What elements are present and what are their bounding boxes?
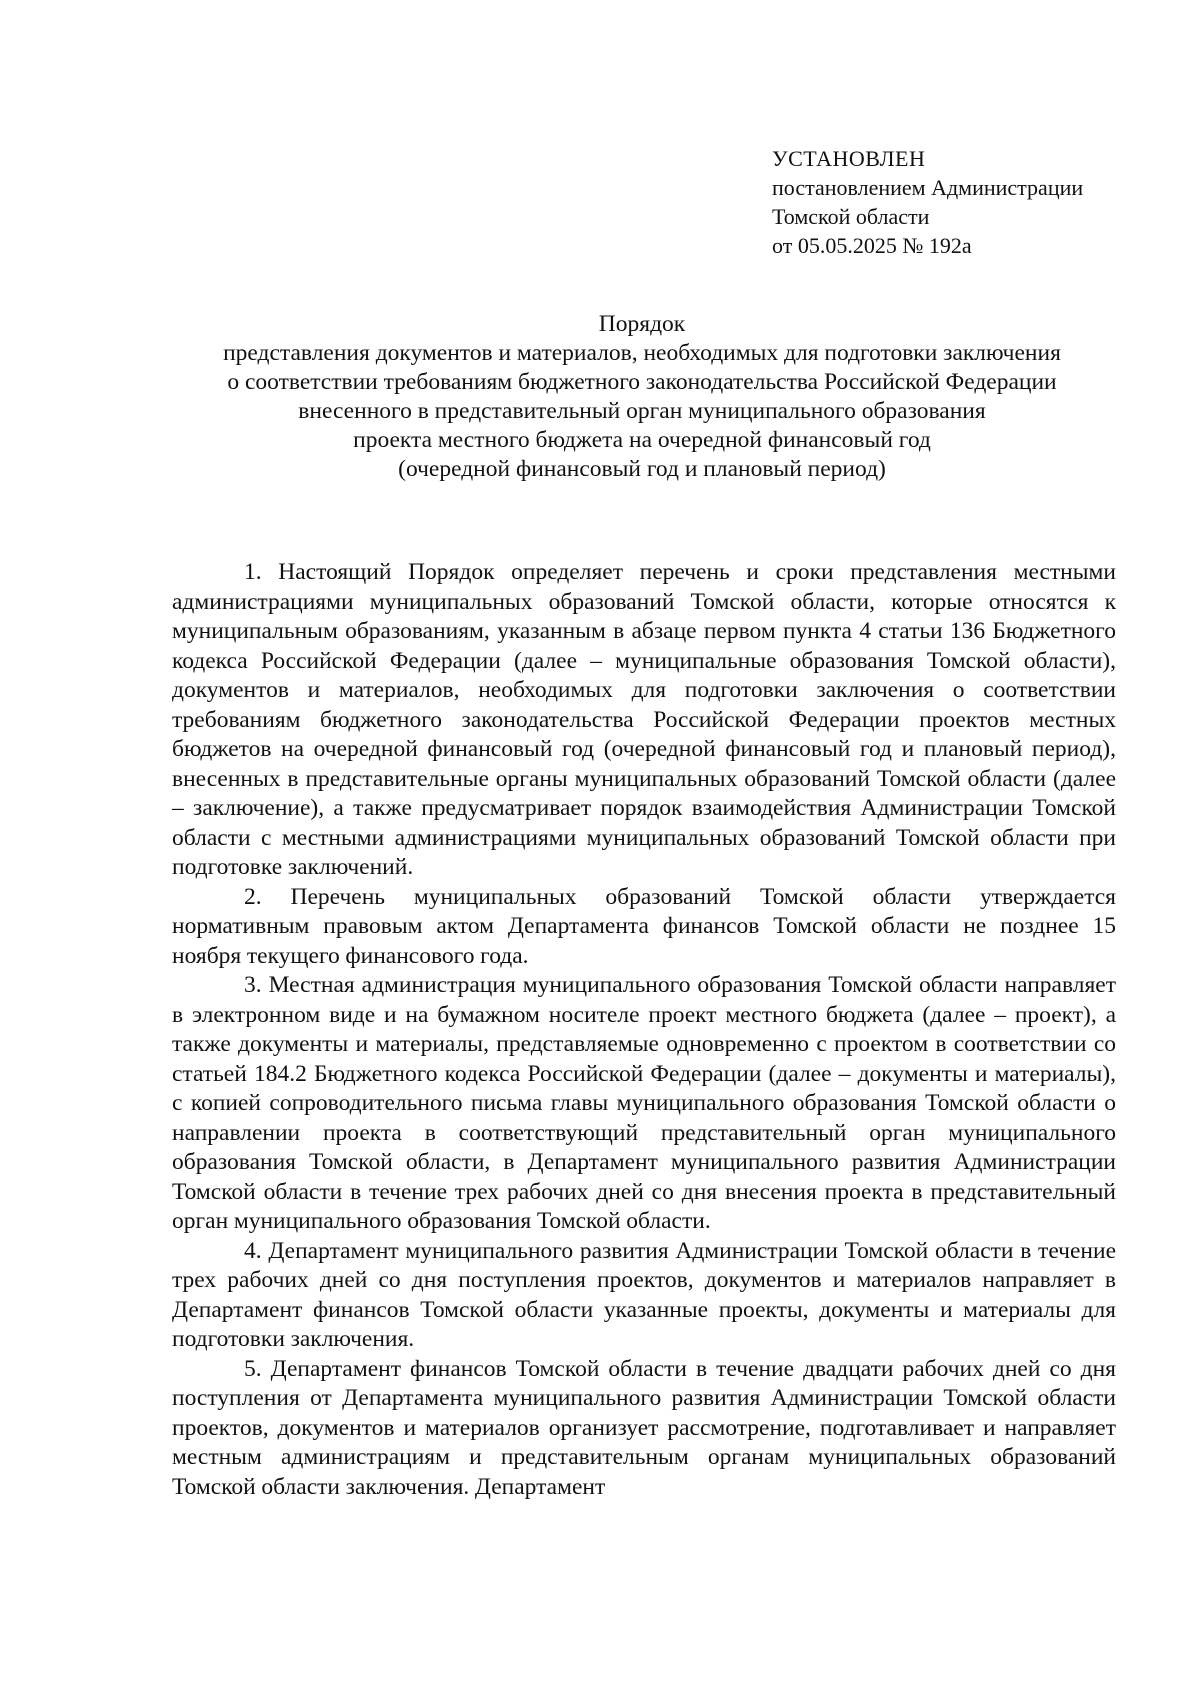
paragraph-3: 3. Местная администрация муниципального образования Томской области направляет в электронном виде и на бумажном носителе проект местного бюджета (далее – проект), а также документы и материалы, представляемые одновременно с проектом в соответствии со статьей 184.2 Бюджетного кодекса Российской Федерации (далее – документы и материалы), с копией сопроводительного письма главы муниципального образования Томской области о направлении проекта в соответствующий представительный орган муниципального образования Томской области, в Департамент муниципального развития Администрации Томской области в течение трех рабочих дней со дня внесения проекта в представительный орган муниципального образования Томской области.	[172, 972, 1116, 1234]
paragraph-2: 2. Перечень муниципальных образований Томской области утверждается нормативным правовым актом Департамента финансов Томской области не позднее 15 ноября текущего финансового года.	[172, 883, 1116, 969]
title-line-1: Порядок	[598, 311, 686, 337]
approval-block	[772, 144, 1172, 260]
approval-line-3: от 05.05.2025 № 192а	[772, 233, 972, 258]
paragraph-5: 5. Департамент финансов Томской области в течение двадцати рабочих дней со дня поступления от Департамента муниципального развития Администрации Томской области проектов, документов и материалов организует рассмотрение, подготавливает и направляет местным администрациям и представительным органам муниципальных образований Томской области заключения. Департамент	[172, 1355, 1116, 1500]
paragraph-4: 4. Департамент муниципального развития Администрации Томской области в течение трех рабочих дней со дня поступления проектов, документов и материалов направляет в Департамент финансов Томской области указанные проекты, документы и материалы для подготовки заключения.	[172, 1237, 1116, 1352]
document-body	[172, 558, 1116, 1502]
approval-line-2: Томской области	[772, 204, 930, 229]
title-line-6: (очередной финансовый год и плановый период)	[398, 456, 886, 482]
paragraph-1: 1. Настоящий Порядок определяет перечень и сроки представления местными администрациями муниципальных образований Томской области, которые относятся к муниципальным образованиям, указанным в абзаце первом пункта 4 статьи 136 Бюджетного кодекса Российской Федерации (далее – муниципальные образования Томской области), документов и материалов, необходимых для подготовки заключения о соответствии требованиям бюджетного законодательства Российской Федерации проектов местных бюджетов на очередной финансовый год (очередной финансовый год и плановый период), внесенных в представительные органы муниципальных образований Томской области (далее – заключение), а также предусматривает порядок взаимодействия Администрации Томской области с местными администрациями муниципальных образований Томской области при подготовке заключений.	[172, 559, 1116, 880]
approval-stamp: УСТАНОВЛЕН	[772, 146, 926, 171]
title-line-4: внесенного в представительный орган муниципального образования	[298, 398, 986, 424]
title-line-2: представления документов и материалов, необходимых для подготовки заключения	[223, 340, 1061, 366]
approval-line-1: постановлением Администрации	[772, 175, 1084, 200]
title-line-3: о соответствии требованиям бюджетного законодательства Российской Федерации	[227, 369, 1057, 395]
title-line-5: проекта местного бюджета на очередной финансовый год	[353, 427, 931, 453]
document-title	[120, 310, 1164, 484]
